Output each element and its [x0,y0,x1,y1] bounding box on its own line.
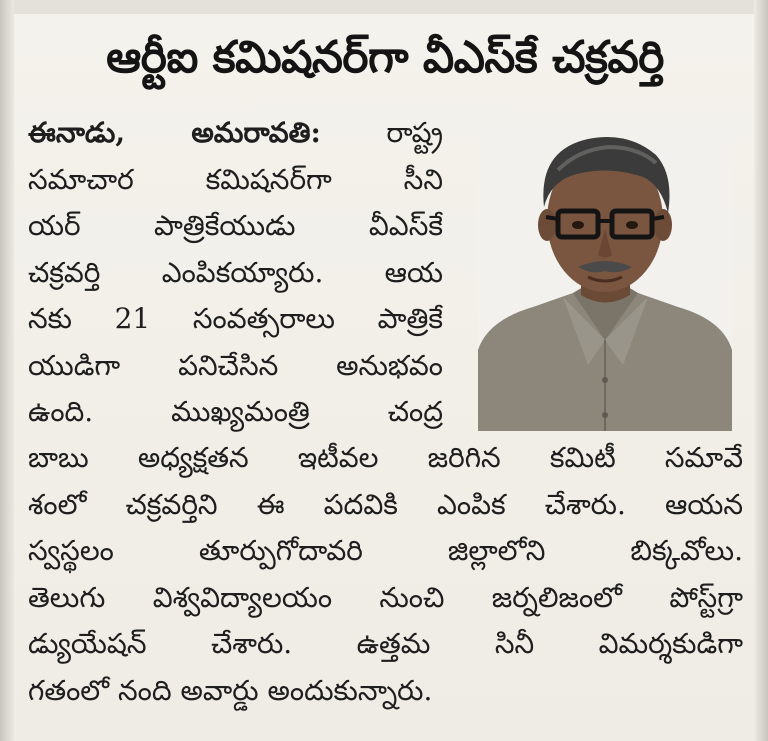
article-body-narrow-column [28,110,443,436]
article-line: గతంలో నంది అవార్డు అందుకున్నారు. [28,673,433,707]
article-line: చక్రవర్తి ఎంపికయ్యారు. ఆయ [28,255,443,289]
portrait-photo [478,125,732,431]
page-margin-shadow-left [0,0,14,741]
article-line: బాబు అధ్యక్షతన ఇటీవల జరిగిన కమిటీ సమావే [28,441,743,474]
article-body-wide-column [28,435,743,714]
article-line: యర్ పాత్రికేయుడు వీఎస్‌కే [28,209,443,242]
article-line: తెలుగు విశ్వవిద్యాలయం నుంచి జర్నలిజంలో పోస్ట్‌గ్రా [28,580,743,614]
article-line: స్వస్థలం తూర్పుగోదావరి జిల్లాలోని బిక్కవోలు. [28,534,743,567]
article-line: యుడిగా పనిచేసిన అనుభవం [28,348,443,382]
article-line: డ్యుయేషన్ చేశారు. ఉత్తమ సినీ విమర్శకుడిగా [28,627,743,660]
article-line [28,110,443,157]
article-line: నకు 21 సంవత్సరాలు పాత్రికే [28,302,443,335]
article-line-text: రాష్ట్ర [386,116,443,149]
article-line: సమాచార కమిషనర్‌గా సీని [28,162,443,196]
page-margin-shadow-right [754,0,768,741]
page-top-edge [14,0,754,14]
article-line: శంలో చక్రవర్తిని ఈ పదవికి ఎంపిక చేశారు. ఆయన [28,487,743,521]
dateline: ఈనాడు, అమరావతి: [28,116,321,149]
headline: ఆర్టీఐ కమిషనర్‌గా వీఎస్‌కే చక్రవర్తి [106,32,664,83]
article-line: ఉంది. ముఖ్యమంత్రి చంద్ర [28,395,443,428]
portrait-illustration [478,125,732,431]
